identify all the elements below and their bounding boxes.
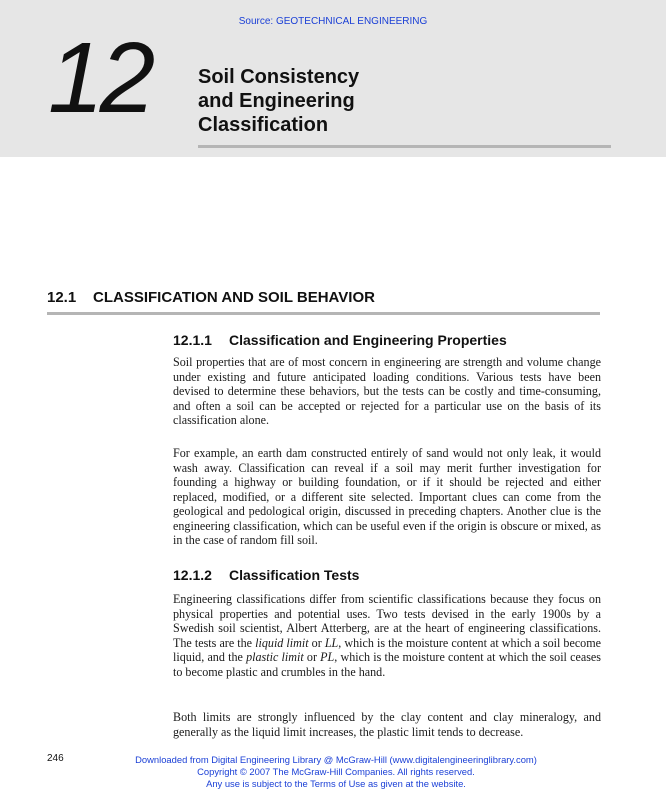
section-title: CLASSIFICATION AND SOIL BEHAVIOR xyxy=(93,289,375,306)
header-rule xyxy=(198,145,611,148)
source-line: Source: GEOTECHNICAL ENGINEERING xyxy=(238,16,428,27)
abbr-pl: PL xyxy=(320,650,335,664)
subsection-title: Classification Tests xyxy=(229,567,360,583)
chapter-number: 12 xyxy=(48,22,152,134)
term-plastic-limit: plastic limit xyxy=(246,650,304,664)
text-run: , which is the moisture content at which the soil ceases to become plastic and crumbles in the hand. xyxy=(173,650,601,679)
section-rule xyxy=(47,312,600,315)
body-paragraph: Both limits are strongly influenced by the clay content and clay mineralogy, and generally as the liquid limit increases, the plastic limit tends to decrease. xyxy=(173,710,601,739)
subsection-heading xyxy=(173,567,359,583)
text-run: or xyxy=(303,650,321,664)
body-paragraph: Soil properties that are of most concern in engineering are strength and volume change under existing and future anticipated loading conditions. Various tests have been devised to determine these behaviors, but the tests can be costly and time-consuming, and often a soil can be accepted or rejected for a particular use on the basis of its classification alone. xyxy=(173,355,601,427)
footer-copyright: Copyright © 2007 The McGraw-Hill Companies. All rights reserved. xyxy=(197,766,475,777)
text-run: , which is the moisture content at which a soil become liquid, and the xyxy=(173,635,602,664)
chapter-title-line: Classification xyxy=(198,114,329,136)
subsection-heading xyxy=(173,332,507,348)
text-run: or xyxy=(308,635,325,650)
footer-download-link[interactable]: Downloaded from Digital Engineering Library @ McGraw-Hill (www.digitalengineeringlibrary.com) xyxy=(135,754,537,765)
term-liquid-limit: liquid limit xyxy=(255,635,309,650)
text-run: Engineering classifications differ from scientific classifications because they focus on physical properties and potential uses. Two tests devised in the early 1900s by a Swedish soil scientist, Albert Atterberg, are at the heart of engineering classifications. The tests are the xyxy=(173,592,601,650)
section-number: 12.1 xyxy=(47,289,77,306)
page-number: 246 xyxy=(47,753,64,764)
section-heading xyxy=(47,289,375,306)
footer xyxy=(0,754,666,790)
subsection-number: 12.1.2 xyxy=(173,567,212,583)
chapter-title-line: Soil Consistency xyxy=(198,66,360,88)
chapter-title-line: and Engineering xyxy=(198,90,355,112)
subsection-number: 12.1.1 xyxy=(173,332,212,348)
subsection-title: Classification and Engineering Properties xyxy=(229,332,507,348)
body-paragraph: For example, an earth dam constructed entirely of sand would not only leak, it would wash away. Classification can reveal if a soil may merit further investigation for founding a highway or building foundation, or if it should be rejected and either replaced, modified, or a different site selected. Important clues can come from the geological and pedological origin, discussed in preceding chapters. Another clue is the engineering classification, which can be useful even if the origin is obscure or mixed, as in the case of random fill soil. xyxy=(173,446,601,547)
footer-terms-link[interactable]: Any use is subject to the Terms of Use as given at the website. xyxy=(206,778,466,789)
chapter-title xyxy=(198,65,458,137)
body-paragraph xyxy=(173,592,601,679)
abbr-ll: LL xyxy=(324,635,339,650)
